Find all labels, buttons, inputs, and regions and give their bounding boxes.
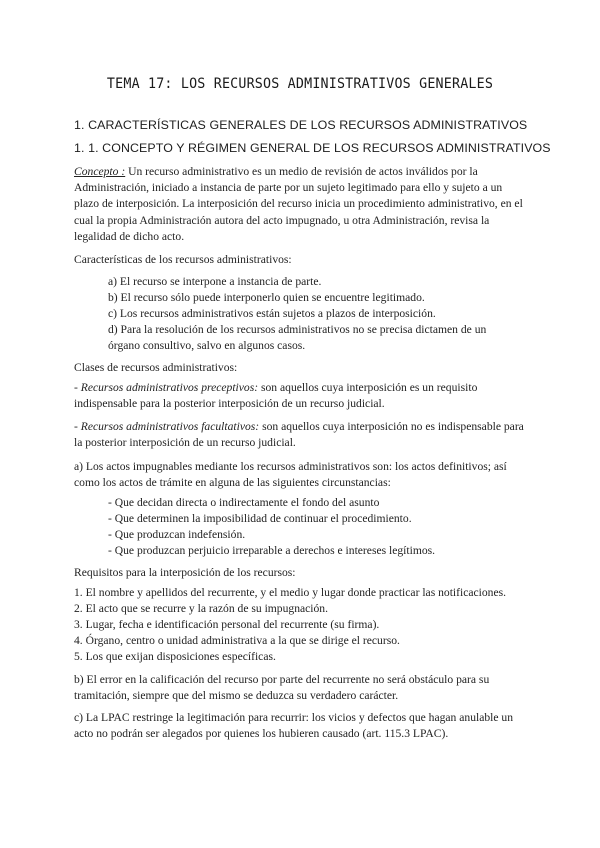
requirements-intro: Requisitos para la interposición de los recursos: [74, 566, 296, 579]
facultativos-paragraph [74, 419, 528, 451]
act-item: - Que produzcan indefensión. [108, 528, 246, 541]
note-b-paragraph: b) El error en la calificación del recurso por parte del recurrente no será obstáculo para su tramitación, siempre que del mismo se deduzca su verdadero carácter. [74, 673, 490, 703]
acts-paragraph: a) Los actos impugnables mediante los recursos administrativos son: los actos definitivos; así como los actos de trámite en alguna de las siguientes circunstancias: [74, 460, 507, 490]
section-heading: 1. CARACTERÍSTICAS GENERALES DE LOS RECURSOS ADMINISTRATIVOS [74, 118, 528, 132]
act-item: - Que determinen la imposibilidad de continuar el procedimiento. [108, 512, 412, 525]
requirement-item: 2. El acto que se recurre y la razón de su impugnación. [74, 602, 328, 615]
dash: - [74, 420, 81, 433]
page-title: TEMA 17: LOS RECURSOS ADMINISTRATIVOS GENERALES [106, 76, 494, 92]
preceptivos-paragraph [74, 380, 528, 412]
concept-label: Concepto : [74, 165, 126, 178]
requirement-item: 4. Órgano, centro o unidad administrativa a la que se dirige el recurso. [74, 634, 400, 647]
characteristic-item: órgano consultivo, salvo en algunos casos. [108, 339, 306, 352]
classes-intro: Clases de recursos administrativos: [74, 361, 238, 374]
characteristic-item: b) El recurso sólo puede interponerlo quien se encuentre legitimado. [108, 291, 425, 304]
characteristics-intro: Características de los recursos administrativos: [74, 253, 292, 266]
subsection-heading: 1. 1. CONCEPTO Y RÉGIMEN GENERAL DE LOS RECURSOS ADMINISTRATIVOS [74, 141, 551, 155]
act-item: - Que produzcan perjuicio irreparable a derechos e intereses legítimos. [108, 544, 436, 557]
note-c-paragraph: c) La LPAC restringe la legitimación para recurrir: los vicios y defectos que hagan anulable un acto no podrán ser alegados por quienes los hubieren causado (art. 115.3 LPAC). [74, 711, 514, 741]
facultativos-text: son aquellos cuya interposición no es indispensable para la posterior interposición de un recurso judicial. [74, 420, 524, 450]
act-item: - Que decidan directa o indirectamente el fondo del asunto [108, 496, 380, 509]
preceptivos-label: Recursos administrativos preceptivos: [80, 381, 259, 394]
preceptivos-text: son aquellos cuya interposición es un requisito indispensable para la posterior interposición de un recurso judicial. [74, 381, 478, 411]
characteristic-item: d) Para la resolución de los recursos administrativos no se precisa dictamen de un [108, 323, 487, 336]
characteristic-item: a) El recurso se interpone a instancia de parte. [108, 275, 322, 288]
facultativos-label: Recursos administrativos facultativos: [80, 420, 260, 433]
concept-text: Un recurso administrativo es un medio de revisión de actos inválidos por la Administración, iniciado a instancia de parte por un sujeto legitimado para ello y sujeto a un plazo de interposición. La interposición del recurso inicia un procedimiento administrativo, en el cual la propia Administración autora del acto impugnado, u otra Administración, revisa la legalidad de dicho acto. [74, 165, 523, 243]
requirement-item: 5. Los que exijan disposiciones específicas. [74, 650, 276, 663]
characteristic-item: c) Los recursos administrativos están sujetos a plazos de interposición. [108, 307, 436, 320]
concept-paragraph [74, 164, 528, 245]
requirement-item: 3. Lugar, fecha e identificación personal del recurrente (su firma). [74, 618, 380, 631]
requirement-item: 1. El nombre y apellidos del recurrente, y el medio y lugar donde practicar las notificaciones. [74, 586, 507, 599]
dash: - [74, 381, 81, 394]
